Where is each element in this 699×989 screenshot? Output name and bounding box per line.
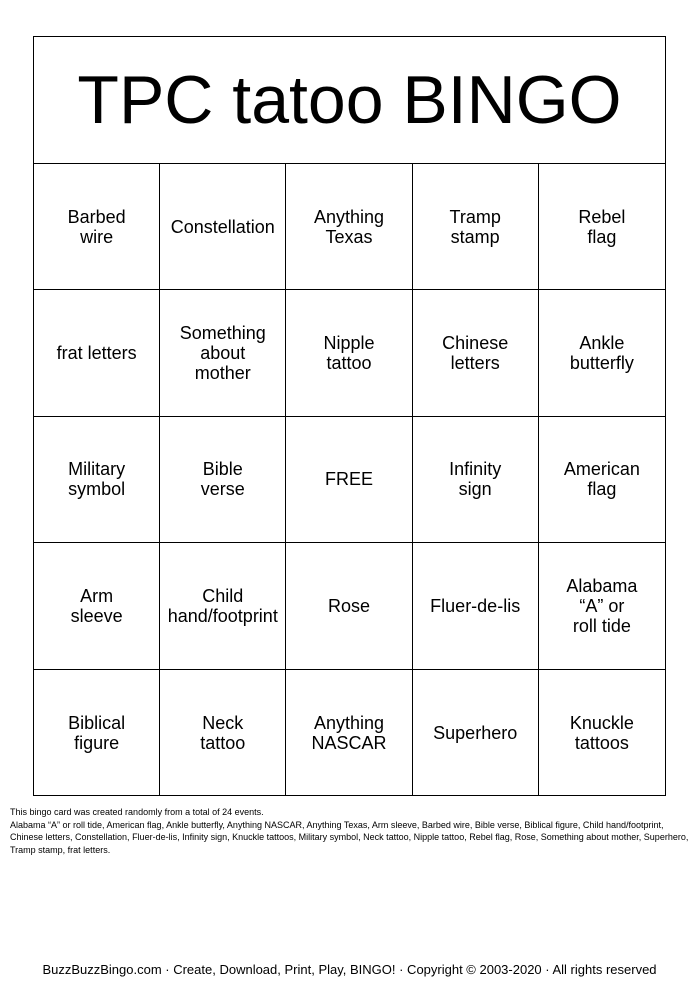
bingo-cell: Military symbol xyxy=(34,417,160,543)
bingo-cell: Nipple tattoo xyxy=(286,290,412,416)
card-title: TPC tatoo BINGO xyxy=(34,37,665,164)
bingo-cell: Something about mother xyxy=(160,290,286,416)
bingo-cell: Constellation xyxy=(160,164,286,290)
footnote-summary: This bingo card was created randomly from a total of 24 events. xyxy=(10,807,264,817)
bingo-cell: Barbed wire xyxy=(34,164,160,290)
bingo-cell: frat letters xyxy=(34,290,160,416)
bingo-cell: American flag xyxy=(539,417,665,543)
bingo-cell: Neck tattoo xyxy=(160,670,286,796)
bingo-cell: Fluer-de-lis xyxy=(413,543,539,669)
bingo-cell: Child hand/footprint xyxy=(160,543,286,669)
event-list-footnote xyxy=(10,806,692,856)
bingo-cell: Infinity sign xyxy=(413,417,539,543)
bingo-cell: Alabama “A” or roll tide xyxy=(539,543,665,669)
bingo-cell: Chinese letters xyxy=(413,290,539,416)
bingo-cell: Rebel flag xyxy=(539,164,665,290)
copyright-footer: BuzzBuzzBingo.com · Create, Download, Print, Play, BINGO! · Copyright © 2003-2020 · All rights reserved xyxy=(42,962,657,977)
bingo-cell: Rose xyxy=(286,543,412,669)
bingo-cell: Knuckle tattoos xyxy=(569,712,634,753)
bingo-cell: Superhero xyxy=(413,670,539,796)
footnote-event-list: Alabama “A” or roll tide, American flag, Ankle butterfly, Anything NASCAR, Anything Texas, Arm sleeve, Barbed wire, Bible verse, Biblical figure, Child hand/footprint, Chinese letters, Constellation, Fluer-de-lis, Infinity sign, Knuckle tattoos, Military symbol, Neck tattoo, Nipple tattoo, Rebel flag, Rose, Something about mother, Superhero, Tramp stamp, frat letters. xyxy=(10,819,689,855)
bingo-cell: Bible verse xyxy=(160,417,286,543)
bingo-cell: Ankle butterfly xyxy=(539,290,665,416)
free-space-cell: FREE xyxy=(286,417,412,543)
bingo-cell: Anything Texas xyxy=(286,164,412,290)
bingo-cell: Tramp stamp xyxy=(413,164,539,290)
bingo-cell: Anything NASCAR xyxy=(286,670,412,796)
bingo-grid xyxy=(34,164,665,796)
bingo-card xyxy=(33,36,666,796)
bingo-cell: Arm sleeve xyxy=(34,543,160,669)
bingo-cell: Biblical figure xyxy=(34,670,160,796)
